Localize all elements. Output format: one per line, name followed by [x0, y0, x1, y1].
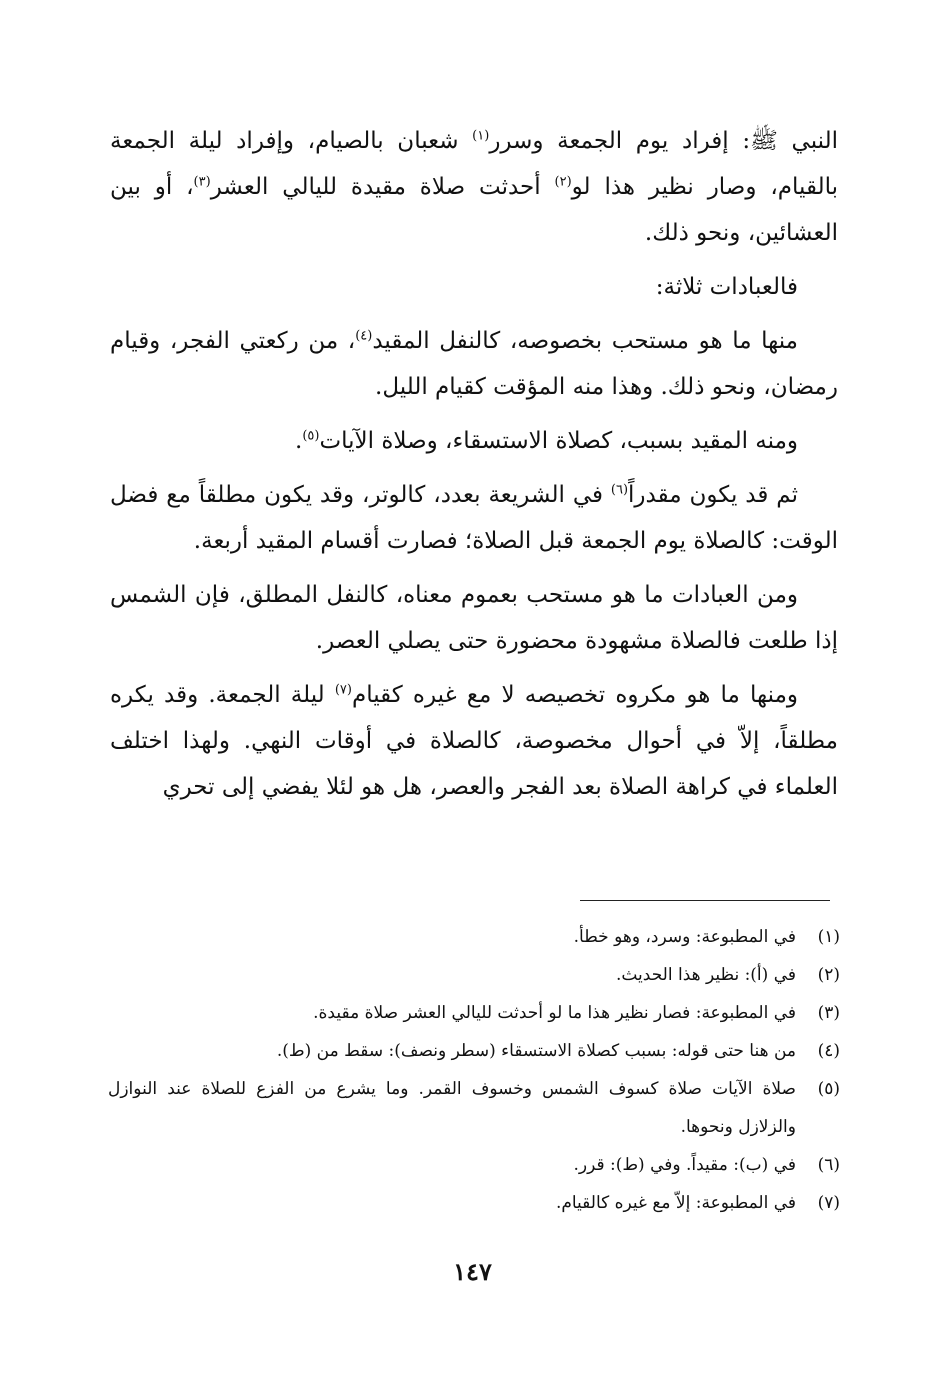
footnote-2	[108, 956, 840, 994]
footnote-number: (٤)	[817, 1041, 840, 1061]
footnote-text: صلاة الآيات صلاة كسوف الشمس وخسوف القمر. وما يشرع من الفزع للصلاة عند النوازل والزلازل ونحوها.	[108, 1079, 796, 1137]
footnote-number: (٣)	[817, 1003, 840, 1023]
main-text	[110, 118, 838, 818]
footnote-ref-6: (٦)	[610, 482, 629, 498]
paragraph-1: النبي ﷺ: إفراد يوم الجمعة وسرر$^{(١)}$ شعبان بالصيام، وإفراد ليلة الجمعة بالقيام، وصار نظير هذا لو$^{(٢)}$ أحدثت صلاة مقيدة لليالي العشر$^{(٣)}$، أو بين العشائين، ونحو ذلك.	[110, 128, 838, 246]
footnote-text: في (ب): مقيداً. وفي (ط): قرر.	[573, 1155, 796, 1175]
footnote-3	[108, 994, 840, 1032]
footnote-ref-5: (٥)	[302, 428, 320, 444]
footnote-ref-1: (١)	[472, 128, 490, 144]
paragraph-3: منها ما هو مستحب بخصوصه، كالنفل المقيد$^{(٤)}$، من ركعتي الفجر، وقيام رمضان، ونحو ذلك. وهذا منه المؤقت كقيام الليل.	[110, 328, 838, 400]
footnote-text: في المطبوعة: فصار نظير هذا ما لو أحدثت لليالي العشر صلاة مقيدة.	[313, 1003, 796, 1023]
footnote-ref-3: (٣)	[193, 174, 211, 190]
paragraph-6: ومن العبادات ما هو مستحب بعموم معناه، كالنفل المطلق، فإن الشمس إذا طلعت فالصلاة مشهودة محضورة حتى يصلي العصر.	[110, 582, 838, 654]
footnote-text: من هنا حتى قوله: بسبب كصلاة الاستسقاء (سطر ونصف): سقط من (ط).	[276, 1041, 796, 1061]
footnote-number: (١)	[817, 927, 840, 947]
footnote-ref-4: (٤)	[355, 328, 373, 344]
footnote-text: في المطبوعة: وسرد، وهو خطأ.	[573, 927, 796, 947]
footnote-number: (٧)	[817, 1193, 840, 1213]
footnote-1	[108, 918, 840, 956]
footnote-number: (٢)	[817, 965, 840, 985]
footnote-number: (٦)	[817, 1155, 840, 1175]
footnote-ref-7: (٧)	[334, 682, 352, 698]
paragraph-2: فالعبادات ثلاثة:	[655, 274, 798, 300]
footnote-ref-2: (٢)	[554, 174, 572, 190]
paragraph-7: ومنها ما هو مكروه تخصيصه لا مع غيره كقيام$^{(٧)}$ ليلة الجمعة. وقد يكره مطلقاً، إلاّ في أحوال مخصوصة، كالصلاة في أوقات النهي. ولهذا اختلف العلماء في كراهة الصلاة بعد الفجر والعصر، هل هو لئلا يفضي إلى تحري	[110, 682, 838, 800]
footnote-number: (٥)	[817, 1079, 840, 1099]
footnote-separator	[580, 900, 830, 901]
footnote-5	[108, 1070, 840, 1146]
paragraph-5: ثم قد يكون مقدراً$^{(٦)}$ في الشريعة بعدد، كالوتر، وقد يكون مطلقاً مع فضل الوقت: كالصلاة يوم الجمعة قبل الصلاة؛ فصارت أقسام المقيد أربعة.	[110, 482, 838, 554]
footnote-4	[108, 1032, 840, 1070]
footnote-text: في المطبوعة: إلاّ مع غيره كالقيام.	[555, 1193, 796, 1213]
paragraph-4: ومنه المقيد بسبب، كصلاة الاستسقاء، وصلاة الآيات$^{(٥)}$.	[295, 428, 798, 454]
footnote-text: في (أ): نظير هذا الحديث.	[615, 965, 796, 985]
footnotes	[108, 918, 840, 1222]
footnote-6	[108, 1146, 840, 1184]
page-number: ١٤٧	[453, 1257, 492, 1286]
footnote-7	[108, 1184, 840, 1222]
